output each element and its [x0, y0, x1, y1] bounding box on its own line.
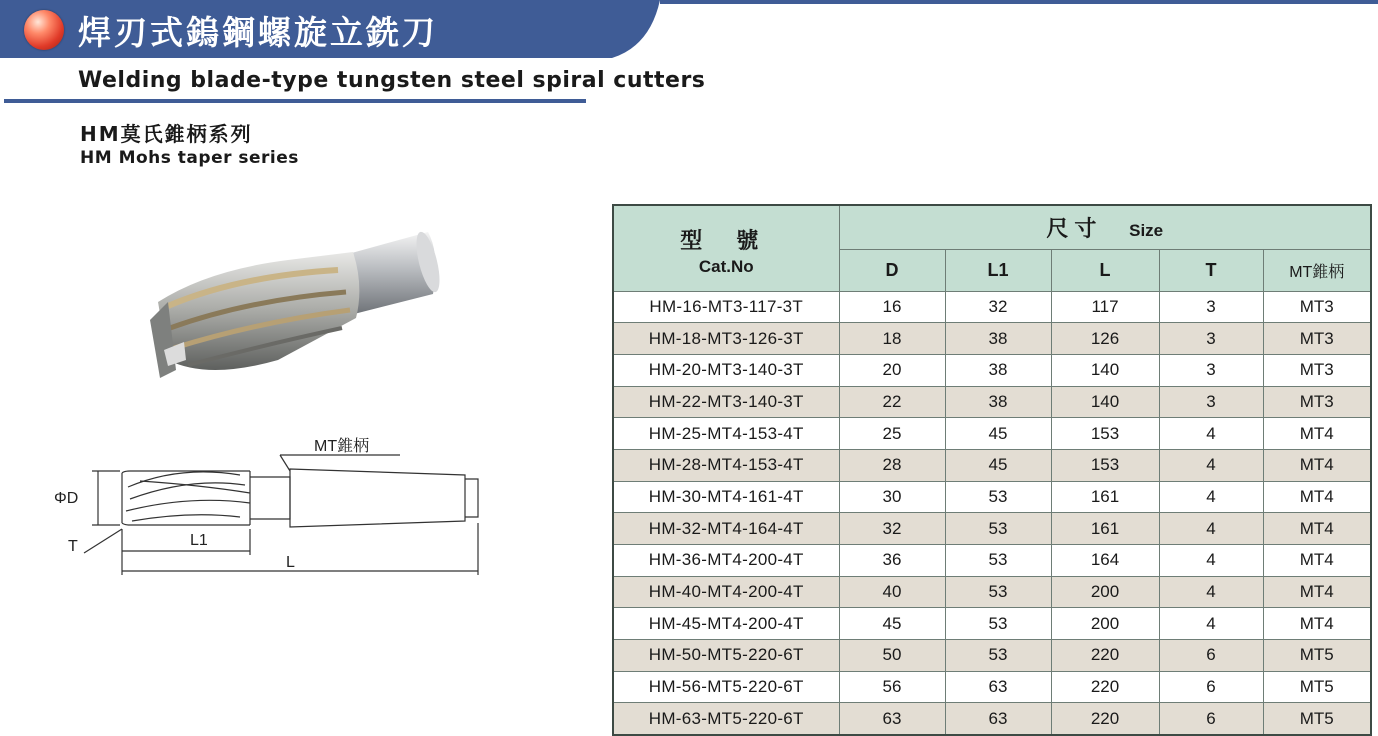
cell-mt: MT5 [1263, 671, 1371, 703]
cell-cat-no: HM-30-MT4-161-4T [613, 481, 839, 513]
header-col-d: D [839, 249, 945, 291]
header-col-l1: L1 [945, 249, 1051, 291]
cell-mt: MT4 [1263, 545, 1371, 577]
cell-t: 4 [1159, 608, 1263, 640]
cell-l: 161 [1051, 481, 1159, 513]
cell-l: 140 [1051, 386, 1159, 418]
cell-l: 220 [1051, 703, 1159, 735]
cell-d: 22 [839, 386, 945, 418]
header-size-en: Size [1129, 220, 1164, 240]
cell-cat-no: HM-16-MT3-117-3T [613, 291, 839, 323]
cell-l: 126 [1051, 323, 1159, 355]
spec-table-body [613, 291, 1371, 735]
cell-d: 45 [839, 608, 945, 640]
cell-l1: 38 [945, 323, 1051, 355]
cell-cat-no: HM-40-MT4-200-4T [613, 576, 839, 608]
cell-d: 16 [839, 291, 945, 323]
header-col-mt: MT錐柄 [1263, 249, 1371, 291]
table-row [613, 640, 1371, 672]
cell-l1: 63 [945, 671, 1051, 703]
label-teeth: T [68, 538, 78, 555]
table-row [613, 323, 1371, 355]
header-col-l: L [1051, 249, 1159, 291]
table-row [613, 291, 1371, 323]
cell-mt: MT4 [1263, 481, 1371, 513]
label-mt-shank: MT錐柄 [314, 438, 370, 455]
cell-mt: MT4 [1263, 449, 1371, 481]
cell-l: 200 [1051, 608, 1159, 640]
table-row [613, 386, 1371, 418]
cell-cat-no: HM-22-MT3-140-3T [613, 386, 839, 418]
table-row [613, 481, 1371, 513]
cell-t: 3 [1159, 354, 1263, 386]
cell-l: 117 [1051, 291, 1159, 323]
header-cat-en: Cat.No [698, 256, 754, 276]
cell-l1: 53 [945, 608, 1051, 640]
series-title-en: HM Mohs taper series [80, 148, 299, 168]
cell-t: 4 [1159, 449, 1263, 481]
cell-t: 6 [1159, 703, 1263, 735]
cell-d: 25 [839, 418, 945, 450]
cell-d: 63 [839, 703, 945, 735]
cell-cat-no: HM-32-MT4-164-4T [613, 513, 839, 545]
cell-mt: MT3 [1263, 291, 1371, 323]
cell-t: 3 [1159, 386, 1263, 418]
page-subtitle: Welding blade-type tungsten steel spiral cutters [78, 68, 706, 93]
cell-mt: MT4 [1263, 608, 1371, 640]
cell-mt: MT3 [1263, 386, 1371, 418]
cell-l: 220 [1051, 640, 1159, 672]
cell-d: 40 [839, 576, 945, 608]
cell-cat-no: HM-18-MT3-126-3T [613, 323, 839, 355]
page-title: 焊刃式鎢鋼螺旋立銑刀 [78, 13, 438, 52]
header-cat-cn: 型 號 [680, 227, 773, 253]
cell-mt: MT3 [1263, 354, 1371, 386]
header-size [839, 205, 1371, 249]
cell-l1: 45 [945, 449, 1051, 481]
cell-d: 32 [839, 513, 945, 545]
cell-l: 161 [1051, 513, 1159, 545]
cell-cat-no: HM-63-MT5-220-6T [613, 703, 839, 735]
cell-t: 6 [1159, 671, 1263, 703]
cell-t: 3 [1159, 291, 1263, 323]
cell-d: 18 [839, 323, 945, 355]
cell-cat-no: HM-56-MT5-220-6T [613, 671, 839, 703]
table-row [613, 576, 1371, 608]
cell-l1: 63 [945, 703, 1051, 735]
cell-cat-no: HM-36-MT4-200-4T [613, 545, 839, 577]
cell-l: 140 [1051, 354, 1159, 386]
cell-t: 4 [1159, 481, 1263, 513]
red-sphere-icon [24, 10, 64, 50]
cutter-photo [128, 210, 448, 400]
cell-mt: MT3 [1263, 323, 1371, 355]
table-row [613, 608, 1371, 640]
spec-table [612, 204, 1372, 736]
cell-d: 30 [839, 481, 945, 513]
cell-cat-no: HM-25-MT4-153-4T [613, 418, 839, 450]
cell-l1: 53 [945, 640, 1051, 672]
header-cat-no [613, 205, 839, 291]
cell-l: 220 [1051, 671, 1159, 703]
table-row [613, 513, 1371, 545]
cell-cat-no: HM-20-MT3-140-3T [613, 354, 839, 386]
table-row [613, 354, 1371, 386]
cell-mt: MT5 [1263, 640, 1371, 672]
cell-d: 36 [839, 545, 945, 577]
cell-t: 4 [1159, 576, 1263, 608]
cell-t: 4 [1159, 545, 1263, 577]
table-row [613, 418, 1371, 450]
header-col-t: T [1159, 249, 1263, 291]
cell-mt: MT4 [1263, 576, 1371, 608]
label-l1: L1 [190, 532, 208, 549]
header-size-cn: 尺寸 [1046, 215, 1103, 241]
cell-cat-no: HM-28-MT4-153-4T [613, 449, 839, 481]
cell-l: 200 [1051, 576, 1159, 608]
cell-l: 153 [1051, 418, 1159, 450]
cell-l: 153 [1051, 449, 1159, 481]
cell-d: 20 [839, 354, 945, 386]
cell-mt: MT4 [1263, 418, 1371, 450]
cell-l1: 32 [945, 291, 1051, 323]
cell-l1: 38 [945, 386, 1051, 418]
table-row [613, 703, 1371, 735]
cell-d: 56 [839, 671, 945, 703]
cell-l1: 53 [945, 576, 1051, 608]
header-banner [0, 0, 1378, 62]
series-title-cn: HM莫氏錐柄系列 [80, 122, 253, 146]
cell-t: 3 [1159, 323, 1263, 355]
cell-l1: 45 [945, 418, 1051, 450]
table-row [613, 545, 1371, 577]
cell-mt: MT5 [1263, 703, 1371, 735]
subtitle-divider [4, 99, 586, 103]
cell-t: 4 [1159, 513, 1263, 545]
cell-cat-no: HM-45-MT4-200-4T [613, 608, 839, 640]
cell-d: 50 [839, 640, 945, 672]
label-diameter: ΦD [54, 490, 79, 507]
table-row [613, 671, 1371, 703]
cell-mt: MT4 [1263, 513, 1371, 545]
cell-d: 28 [839, 449, 945, 481]
cell-l: 164 [1051, 545, 1159, 577]
dimension-drawing [40, 425, 500, 585]
table-row [613, 449, 1371, 481]
cell-l1: 53 [945, 513, 1051, 545]
cell-l1: 53 [945, 481, 1051, 513]
cell-l1: 38 [945, 354, 1051, 386]
label-l: L [286, 554, 295, 571]
cell-cat-no: HM-50-MT5-220-6T [613, 640, 839, 672]
cell-t: 6 [1159, 640, 1263, 672]
cell-t: 4 [1159, 418, 1263, 450]
cell-l1: 53 [945, 545, 1051, 577]
